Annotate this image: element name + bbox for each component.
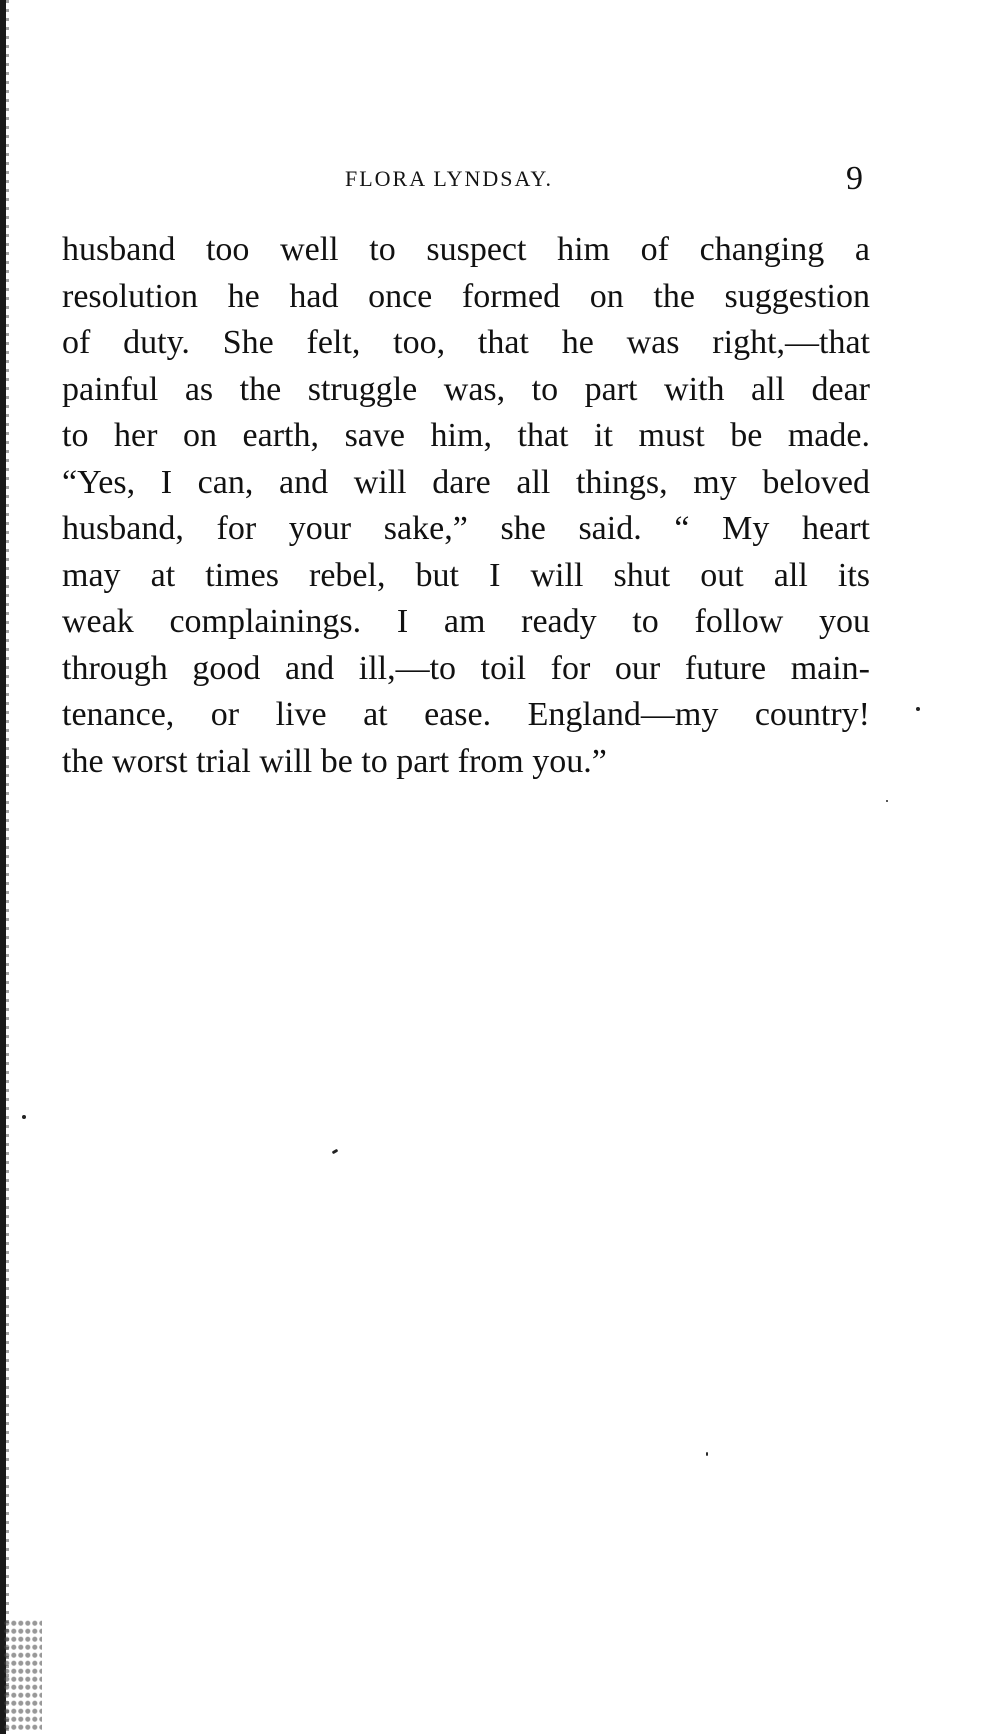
body-paragraph	[62, 227, 870, 785]
text-line: husband too well to suspect him of changing a	[62, 231, 870, 268]
text-line: husband, for your sake,” she said. “ My heart	[62, 510, 870, 547]
scan-speck	[916, 707, 920, 711]
scan-speck	[706, 1452, 708, 1456]
text-line: to her on earth, save him, that it must be made.	[62, 417, 870, 454]
scan-speck	[332, 1149, 339, 1155]
text-line: the worst trial will be to part from you.”	[62, 742, 607, 780]
page-header	[0, 160, 1000, 200]
running-title: FLORA LYNDSAY.	[345, 166, 553, 191]
scan-speck	[22, 1115, 26, 1119]
scan-artifact	[4, 1620, 42, 1730]
text-line: “Yes, I can, and will dare all things, my beloved	[62, 463, 870, 501]
text-line: through good and ill,—to toil for our future main-	[62, 649, 870, 687]
scan-speck	[886, 800, 888, 802]
page-number: 9	[846, 160, 863, 197]
text-line: may at times rebel, but I will shut out all its	[62, 556, 870, 594]
text-line: tenance, or live at ease. England—my country!	[62, 696, 870, 733]
text-line: of duty. She felt, too, that he was right,—that	[62, 324, 870, 361]
text-line: painful as the struggle was, to part with all dear	[62, 370, 870, 408]
binding-edge-shadow	[6, 0, 9, 1734]
text-line: resolution he had once formed on the suggestion	[62, 277, 870, 315]
text-line: weak complainings. I am ready to follow you	[62, 603, 870, 640]
